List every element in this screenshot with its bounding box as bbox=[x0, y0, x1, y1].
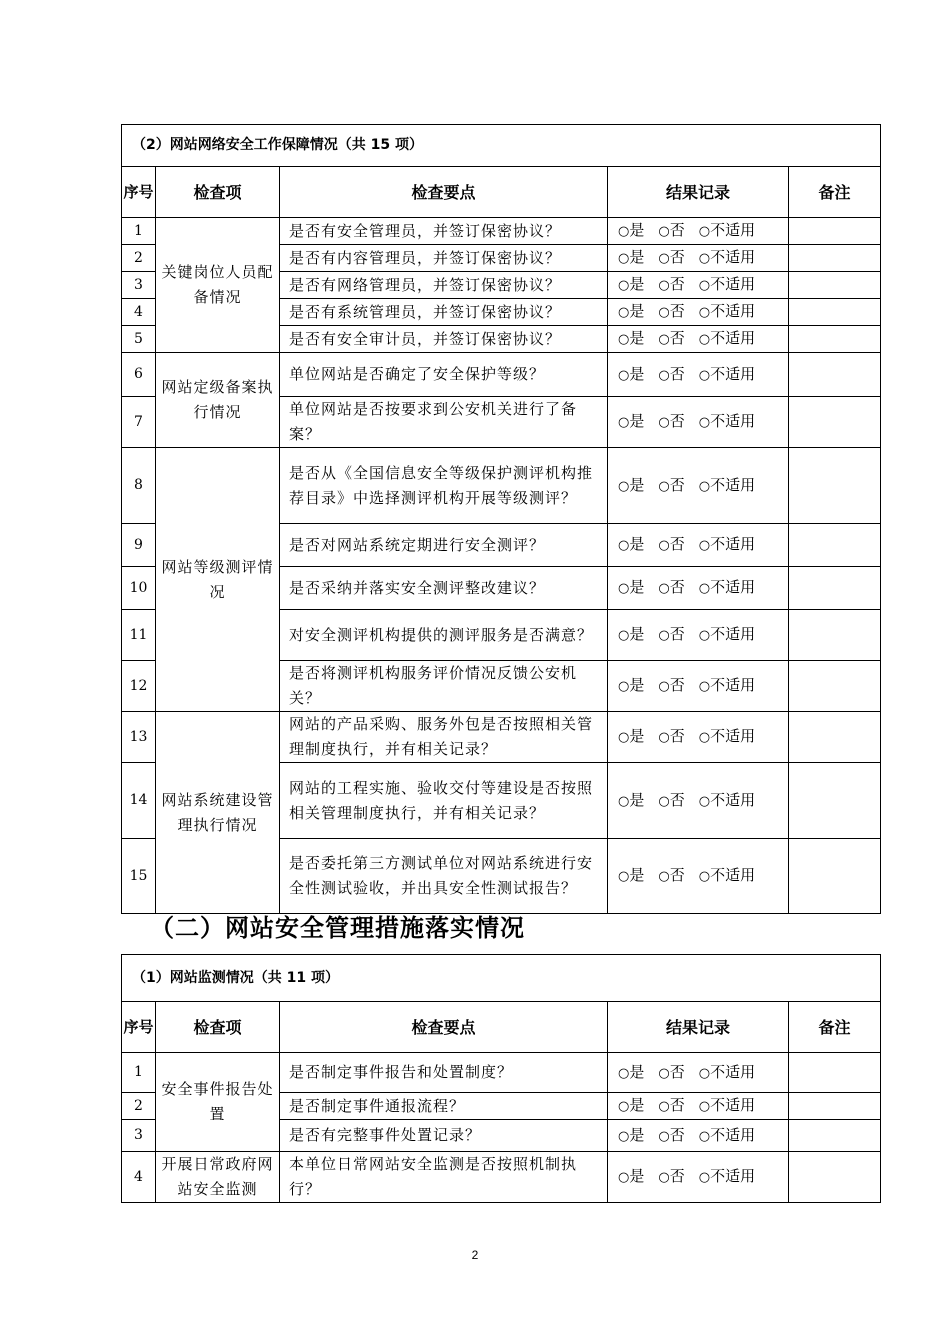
row-number: 4 bbox=[122, 299, 156, 326]
result-options bbox=[608, 299, 789, 326]
radio-yes[interactable] bbox=[618, 535, 644, 553]
check-point: 单位网站是否按要求到公安机关进行了备案？ bbox=[280, 397, 608, 448]
header-item: 检查项 bbox=[156, 167, 280, 218]
radio-label: 是 bbox=[629, 275, 645, 293]
radio-na[interactable] bbox=[699, 329, 755, 347]
radio-label: 不适用 bbox=[710, 866, 756, 884]
radio-circle-icon: ○ bbox=[658, 1065, 670, 1081]
row-number: 4 bbox=[122, 1152, 156, 1203]
radio-no[interactable] bbox=[658, 329, 684, 347]
radio-no[interactable] bbox=[658, 412, 684, 430]
radio-na[interactable] bbox=[699, 476, 755, 494]
header-point: 检查要点 bbox=[280, 167, 608, 218]
radio-yes[interactable] bbox=[618, 476, 644, 494]
radio-no[interactable] bbox=[658, 578, 684, 596]
radio-label: 是 bbox=[629, 1062, 645, 1081]
radio-label: 不适用 bbox=[710, 1167, 756, 1185]
radio-circle-icon: ○ bbox=[698, 1170, 711, 1185]
radio-yes[interactable] bbox=[618, 578, 644, 596]
result-options bbox=[608, 397, 789, 448]
radio-circle-icon: ○ bbox=[618, 332, 630, 347]
radio-circle-icon: ○ bbox=[698, 278, 711, 293]
radio-circle-icon: ○ bbox=[618, 793, 630, 809]
radio-label: 否 bbox=[669, 535, 685, 553]
radio-circle-icon: ○ bbox=[698, 478, 711, 494]
row-number: 8 bbox=[122, 448, 156, 524]
radio-label: 是 bbox=[629, 1096, 645, 1114]
row-number: 1 bbox=[122, 1053, 156, 1093]
radio-label: 不适用 bbox=[710, 790, 756, 809]
note-cell[interactable] bbox=[789, 1152, 881, 1203]
radio-circle-icon: ○ bbox=[658, 224, 670, 239]
table-row bbox=[122, 1152, 881, 1203]
radio-label: 不适用 bbox=[710, 221, 756, 239]
section-title: （1）网站监测情况（共 11 项） bbox=[122, 955, 881, 1002]
radio-no[interactable] bbox=[658, 791, 684, 809]
radio-circle-icon: ○ bbox=[698, 332, 711, 347]
radio-circle-icon: ○ bbox=[698, 679, 711, 694]
radio-label: 不适用 bbox=[710, 364, 756, 383]
radio-circle-icon: ○ bbox=[658, 581, 670, 596]
radio-label: 是 bbox=[629, 329, 645, 347]
radio-no[interactable] bbox=[658, 535, 684, 553]
result-options bbox=[608, 524, 789, 567]
radio-circle-icon: ○ bbox=[658, 332, 670, 347]
radio-label: 否 bbox=[669, 578, 685, 596]
table-row bbox=[122, 448, 881, 524]
check-point: 是否采纳并落实安全测评整改建议？ bbox=[280, 567, 608, 610]
radio-label: 是 bbox=[629, 578, 645, 596]
check-item: 开展日常政府网站安全监测 bbox=[156, 1152, 280, 1203]
radio-yes[interactable] bbox=[618, 302, 644, 320]
radio-label: 不适用 bbox=[710, 275, 756, 293]
table-row bbox=[122, 712, 881, 763]
radio-label: 是 bbox=[629, 676, 645, 694]
radio-circle-icon: ○ bbox=[658, 1099, 670, 1114]
table-security-assurance bbox=[121, 124, 881, 914]
radio-label: 是 bbox=[629, 727, 645, 745]
radio-yes[interactable] bbox=[618, 412, 644, 430]
radio-circle-icon: ○ bbox=[618, 278, 630, 293]
radio-no[interactable] bbox=[658, 365, 684, 383]
radio-circle-icon: ○ bbox=[658, 278, 670, 293]
radio-na[interactable] bbox=[699, 412, 755, 430]
radio-label: 是 bbox=[629, 866, 645, 884]
radio-yes[interactable] bbox=[618, 1126, 644, 1144]
note-cell[interactable] bbox=[789, 1053, 881, 1093]
radio-no[interactable] bbox=[658, 476, 684, 494]
check-point: 是否有系统管理员，并签订保密协议？ bbox=[280, 299, 608, 326]
radio-na[interactable] bbox=[699, 275, 755, 293]
radio-yes[interactable] bbox=[618, 329, 644, 347]
note-cell[interactable] bbox=[789, 712, 881, 763]
radio-circle-icon: ○ bbox=[658, 251, 670, 266]
radio-yes[interactable] bbox=[618, 221, 644, 239]
radio-no[interactable] bbox=[658, 866, 684, 884]
radio-label: 不适用 bbox=[710, 727, 756, 745]
radio-na[interactable] bbox=[699, 578, 755, 596]
result-options bbox=[608, 1053, 789, 1093]
row-number: 5 bbox=[122, 326, 156, 353]
table-row bbox=[122, 218, 881, 245]
row-number: 7 bbox=[122, 397, 156, 448]
check-point: 是否制定事件通报流程？ bbox=[280, 1093, 608, 1120]
check-item: 网站等级测评情况 bbox=[156, 448, 280, 712]
note-cell[interactable] bbox=[789, 839, 881, 914]
radio-yes[interactable] bbox=[618, 365, 644, 383]
check-point: 网站的产品采购、服务外包是否按照相关管理制度执行，并有相关记录？ bbox=[280, 712, 608, 763]
radio-label: 否 bbox=[669, 1096, 685, 1114]
radio-yes[interactable] bbox=[618, 1167, 644, 1185]
table-website-monitoring bbox=[121, 954, 881, 1203]
result-options bbox=[608, 839, 789, 914]
result-options bbox=[608, 353, 789, 397]
radio-na[interactable] bbox=[699, 676, 755, 694]
radio-label: 是 bbox=[629, 625, 645, 643]
note-cell[interactable] bbox=[789, 1093, 881, 1120]
radio-label: 否 bbox=[669, 329, 685, 347]
radio-circle-icon: ○ bbox=[658, 367, 670, 383]
radio-circle-icon: ○ bbox=[698, 415, 711, 430]
check-point: 是否有网络管理员，并签订保密协议？ bbox=[280, 272, 608, 299]
header-point: 检查要点 bbox=[280, 1002, 608, 1053]
table-row bbox=[122, 353, 881, 397]
radio-label: 不适用 bbox=[710, 1062, 756, 1081]
result-options bbox=[608, 245, 789, 272]
radio-na[interactable] bbox=[699, 625, 755, 643]
header-note: 备注 bbox=[789, 167, 881, 218]
radio-circle-icon: ○ bbox=[618, 869, 630, 884]
radio-circle-icon: ○ bbox=[658, 869, 670, 884]
check-point: 单位网站是否确定了安全保护等级？ bbox=[280, 353, 608, 397]
check-point: 是否有安全审计员，并签订保密协议？ bbox=[280, 326, 608, 353]
radio-circle-icon: ○ bbox=[698, 730, 711, 745]
radio-label: 是 bbox=[629, 1125, 645, 1144]
radio-circle-icon: ○ bbox=[698, 1128, 711, 1144]
radio-circle-icon: ○ bbox=[698, 793, 711, 809]
radio-circle-icon: ○ bbox=[658, 730, 670, 745]
radio-circle-icon: ○ bbox=[698, 305, 711, 320]
radio-yes[interactable] bbox=[618, 727, 644, 745]
row-number: 11 bbox=[122, 610, 156, 661]
check-point: 是否制定事件报告和处置制度？ bbox=[280, 1053, 608, 1093]
radio-circle-icon: ○ bbox=[698, 251, 711, 266]
radio-label: 否 bbox=[669, 1125, 685, 1144]
radio-na[interactable] bbox=[699, 1126, 755, 1144]
check-point: 是否从《全国信息安全等级保护测评机构推荐目录》中选择测评机构开展等级测评？ bbox=[280, 448, 608, 524]
radio-no[interactable] bbox=[658, 1063, 684, 1081]
radio-label: 否 bbox=[669, 275, 685, 293]
radio-circle-icon: ○ bbox=[698, 224, 711, 239]
radio-circle-icon: ○ bbox=[618, 224, 630, 239]
radio-yes[interactable] bbox=[618, 866, 644, 884]
header-seq: 序号 bbox=[122, 167, 156, 218]
check-point: 是否有安全管理员，并签订保密协议？ bbox=[280, 218, 608, 245]
radio-label: 是 bbox=[629, 248, 645, 266]
radio-na[interactable] bbox=[699, 535, 755, 553]
radio-label: 否 bbox=[669, 475, 685, 494]
header-seq: 序号 bbox=[122, 1002, 156, 1053]
note-cell[interactable] bbox=[789, 272, 881, 299]
row-number: 1 bbox=[122, 218, 156, 245]
radio-no[interactable] bbox=[658, 676, 684, 694]
radio-no[interactable] bbox=[658, 625, 684, 643]
row-number: 12 bbox=[122, 661, 156, 712]
row-number: 2 bbox=[122, 1093, 156, 1120]
radio-circle-icon: ○ bbox=[698, 1099, 711, 1114]
radio-label: 不适用 bbox=[710, 535, 756, 553]
radio-yes[interactable] bbox=[618, 1096, 644, 1114]
radio-circle-icon: ○ bbox=[698, 581, 711, 596]
radio-label: 否 bbox=[669, 364, 685, 383]
header-note: 备注 bbox=[789, 1002, 881, 1053]
header-result: 结果记录 bbox=[608, 1002, 789, 1053]
check-item: 网站系统建设管理执行情况 bbox=[156, 712, 280, 914]
radio-circle-icon: ○ bbox=[658, 305, 670, 320]
result-options bbox=[608, 218, 789, 245]
radio-circle-icon: ○ bbox=[618, 367, 630, 383]
radio-label: 不适用 bbox=[710, 1125, 756, 1144]
radio-circle-icon: ○ bbox=[658, 628, 670, 643]
page-number: 2 bbox=[471, 1248, 479, 1262]
radio-na[interactable] bbox=[699, 1096, 755, 1114]
check-point: 是否对网站系统定期进行安全测评？ bbox=[280, 524, 608, 567]
radio-na[interactable] bbox=[699, 791, 755, 809]
row-number: 3 bbox=[122, 1120, 156, 1152]
radio-no[interactable] bbox=[658, 727, 684, 745]
radio-circle-icon: ○ bbox=[618, 478, 630, 494]
radio-label: 否 bbox=[669, 221, 685, 239]
radio-circle-icon: ○ bbox=[698, 628, 711, 643]
radio-circle-icon: ○ bbox=[658, 538, 670, 553]
radio-label: 不适用 bbox=[710, 1096, 756, 1114]
radio-circle-icon: ○ bbox=[618, 581, 630, 596]
radio-na[interactable] bbox=[699, 866, 755, 884]
radio-label: 是 bbox=[629, 302, 645, 320]
result-options bbox=[608, 326, 789, 353]
radio-no[interactable] bbox=[658, 1126, 684, 1144]
check-item: 安全事件报告处置 bbox=[156, 1053, 280, 1152]
radio-label: 是 bbox=[629, 221, 645, 239]
radio-label: 否 bbox=[669, 727, 685, 745]
result-options bbox=[608, 1093, 789, 1120]
radio-circle-icon: ○ bbox=[618, 415, 630, 430]
note-cell[interactable] bbox=[789, 448, 881, 524]
row-number: 2 bbox=[122, 245, 156, 272]
result-options bbox=[608, 1120, 789, 1152]
radio-label: 是 bbox=[629, 475, 645, 494]
radio-circle-icon: ○ bbox=[618, 628, 630, 643]
radio-yes[interactable] bbox=[618, 275, 644, 293]
result-options bbox=[608, 763, 789, 839]
row-number: 9 bbox=[122, 524, 156, 567]
radio-no[interactable] bbox=[658, 275, 684, 293]
radio-yes[interactable] bbox=[618, 248, 644, 266]
radio-label: 不适用 bbox=[710, 302, 756, 320]
radio-label: 否 bbox=[669, 790, 685, 809]
section-title: （2）网站网络安全工作保障情况（共 15 项） bbox=[122, 125, 881, 167]
radio-circle-icon: ○ bbox=[658, 1170, 670, 1185]
result-options bbox=[608, 610, 789, 661]
radio-no[interactable] bbox=[658, 302, 684, 320]
note-cell[interactable] bbox=[789, 661, 881, 712]
radio-no[interactable] bbox=[658, 1096, 684, 1114]
row-number: 13 bbox=[122, 712, 156, 763]
note-cell[interactable] bbox=[789, 524, 881, 567]
radio-circle-icon: ○ bbox=[618, 1128, 630, 1144]
result-options bbox=[608, 712, 789, 763]
row-number: 15 bbox=[122, 839, 156, 914]
radio-na[interactable] bbox=[699, 1063, 755, 1081]
note-cell[interactable] bbox=[789, 353, 881, 397]
check-point: 是否委托第三方测试单位对网站系统进行安全性测试验收，并出具安全性测试报告？ bbox=[280, 839, 608, 914]
check-item: 关键岗位人员配备情况 bbox=[156, 218, 280, 353]
check-point: 网站的工程实施、验收交付等建设是否按照相关管理制度执行，并有相关记录？ bbox=[280, 763, 608, 839]
radio-yes[interactable] bbox=[618, 791, 644, 809]
radio-label: 否 bbox=[669, 1062, 685, 1081]
radio-yes[interactable] bbox=[618, 676, 644, 694]
section-heading: （二）网站安全管理措施落实情况 bbox=[150, 914, 525, 942]
radio-circle-icon: ○ bbox=[658, 478, 670, 494]
radio-yes[interactable] bbox=[618, 625, 644, 643]
check-item: 网站定级备案执行情况 bbox=[156, 353, 280, 448]
radio-na[interactable] bbox=[699, 727, 755, 745]
radio-circle-icon: ○ bbox=[698, 869, 711, 884]
note-cell[interactable] bbox=[789, 397, 881, 448]
check-point: 是否将测评机构服务评价情况反馈公安机关？ bbox=[280, 661, 608, 712]
radio-label: 是 bbox=[629, 535, 645, 553]
radio-label: 不适用 bbox=[710, 329, 756, 347]
radio-label: 是 bbox=[629, 364, 645, 383]
radio-na[interactable] bbox=[699, 221, 755, 239]
result-options bbox=[608, 448, 789, 524]
radio-na[interactable] bbox=[699, 1167, 755, 1185]
note-cell[interactable] bbox=[789, 610, 881, 661]
check-point: 是否有完整事件处置记录？ bbox=[280, 1120, 608, 1152]
note-cell[interactable] bbox=[789, 763, 881, 839]
note-cell[interactable] bbox=[789, 218, 881, 245]
note-cell[interactable] bbox=[789, 245, 881, 272]
radio-circle-icon: ○ bbox=[658, 793, 670, 809]
radio-label: 否 bbox=[669, 866, 685, 884]
radio-circle-icon: ○ bbox=[658, 679, 670, 694]
radio-label: 是 bbox=[629, 1167, 645, 1185]
radio-label: 否 bbox=[669, 412, 685, 430]
radio-circle-icon: ○ bbox=[658, 415, 670, 430]
row-number: 14 bbox=[122, 763, 156, 839]
radio-no[interactable] bbox=[658, 221, 684, 239]
radio-label: 不适用 bbox=[710, 625, 756, 643]
note-cell[interactable] bbox=[789, 567, 881, 610]
radio-circle-icon: ○ bbox=[618, 1099, 630, 1114]
radio-label: 不适用 bbox=[710, 578, 756, 596]
radio-label: 不适用 bbox=[710, 676, 756, 694]
radio-label: 是 bbox=[629, 790, 645, 809]
radio-circle-icon: ○ bbox=[698, 1065, 711, 1081]
radio-label: 否 bbox=[669, 248, 685, 266]
radio-circle-icon: ○ bbox=[658, 1128, 670, 1144]
note-cell[interactable] bbox=[789, 326, 881, 353]
radio-label: 不适用 bbox=[710, 248, 756, 266]
radio-label: 否 bbox=[669, 302, 685, 320]
note-cell[interactable] bbox=[789, 1120, 881, 1152]
radio-circle-icon: ○ bbox=[618, 251, 630, 266]
result-options bbox=[608, 1152, 789, 1203]
radio-na[interactable] bbox=[699, 248, 755, 266]
radio-label: 不适用 bbox=[710, 412, 756, 430]
table-row bbox=[122, 1053, 881, 1093]
radio-yes[interactable] bbox=[618, 1063, 644, 1081]
radio-circle-icon: ○ bbox=[618, 538, 630, 553]
radio-label: 是 bbox=[629, 412, 645, 430]
radio-no[interactable] bbox=[658, 248, 684, 266]
check-point: 对安全测评机构提供的测评服务是否满意？ bbox=[280, 610, 608, 661]
header-result: 结果记录 bbox=[608, 167, 789, 218]
radio-label: 不适用 bbox=[710, 475, 756, 494]
check-point: 是否有内容管理员，并签订保密协议？ bbox=[280, 245, 608, 272]
check-point: 本单位日常网站安全监测是否按照机制执行？ bbox=[280, 1152, 608, 1203]
header-item: 检查项 bbox=[156, 1002, 280, 1053]
result-options bbox=[608, 272, 789, 299]
result-options bbox=[608, 567, 789, 610]
radio-na[interactable] bbox=[699, 302, 755, 320]
radio-circle-icon: ○ bbox=[698, 538, 711, 553]
radio-no[interactable] bbox=[658, 1167, 684, 1185]
radio-na[interactable] bbox=[699, 365, 755, 383]
result-options bbox=[608, 661, 789, 712]
radio-label: 否 bbox=[669, 676, 685, 694]
note-cell[interactable] bbox=[789, 299, 881, 326]
radio-circle-icon: ○ bbox=[618, 305, 630, 320]
radio-circle-icon: ○ bbox=[618, 1170, 630, 1185]
radio-circle-icon: ○ bbox=[698, 367, 711, 383]
row-number: 6 bbox=[122, 353, 156, 397]
row-number: 3 bbox=[122, 272, 156, 299]
radio-circle-icon: ○ bbox=[618, 679, 630, 694]
row-number: 10 bbox=[122, 567, 156, 610]
radio-circle-icon: ○ bbox=[618, 730, 630, 745]
radio-label: 否 bbox=[669, 1167, 685, 1185]
radio-label: 否 bbox=[669, 625, 685, 643]
radio-circle-icon: ○ bbox=[618, 1065, 630, 1081]
